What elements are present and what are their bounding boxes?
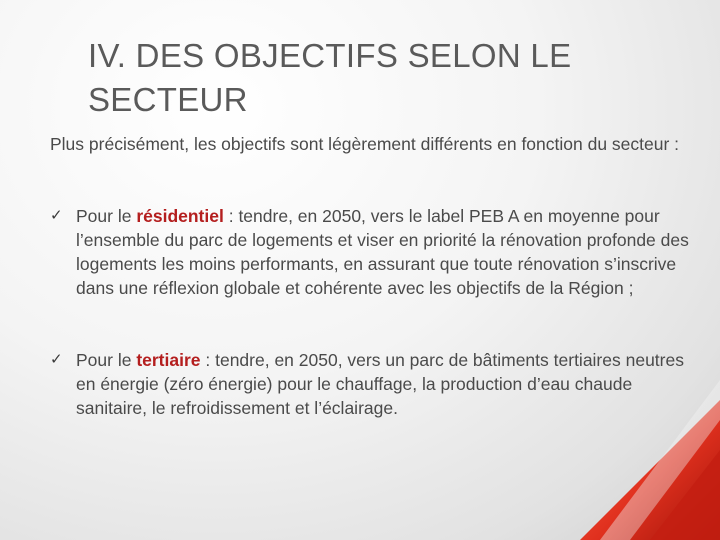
intro-paragraph: Plus précisément, les objectifs sont légèrement différents en fonction du secteur : [50, 134, 680, 154]
checkmark-icon: ✓ [50, 351, 63, 368]
corner-decoration [540, 380, 720, 540]
checkmark-icon: ✓ [50, 207, 63, 224]
bullet-text: Pour le tertiaire : tendre, en 2050, vers un parc de bâtiments tertiaires neutres en énergie (zéro énergie) pour le chauffage, la production d’eau chaude sanitaire, le refroidissement et l’éclairage. [76, 350, 684, 418]
highlight-term: résidentiel [136, 206, 224, 226]
slide-title: IV. DES OBJECTIFS SELON LE SECTEUR [88, 37, 572, 118]
bullet-text: Pour le résidentiel : tendre, en 2050, vers le label PEB A en moyenne pour l’ensemble du parc de logements et viser en priorité la rénovation profonde des logements les moins performants, en assurant que toute rénovation s’inscrive dans une réflexion globale et cohérente avec les objectifs de la Région ; [76, 206, 689, 298]
bullet-residentiel [50, 204, 690, 300]
highlight-term: tertiaire [136, 350, 201, 370]
